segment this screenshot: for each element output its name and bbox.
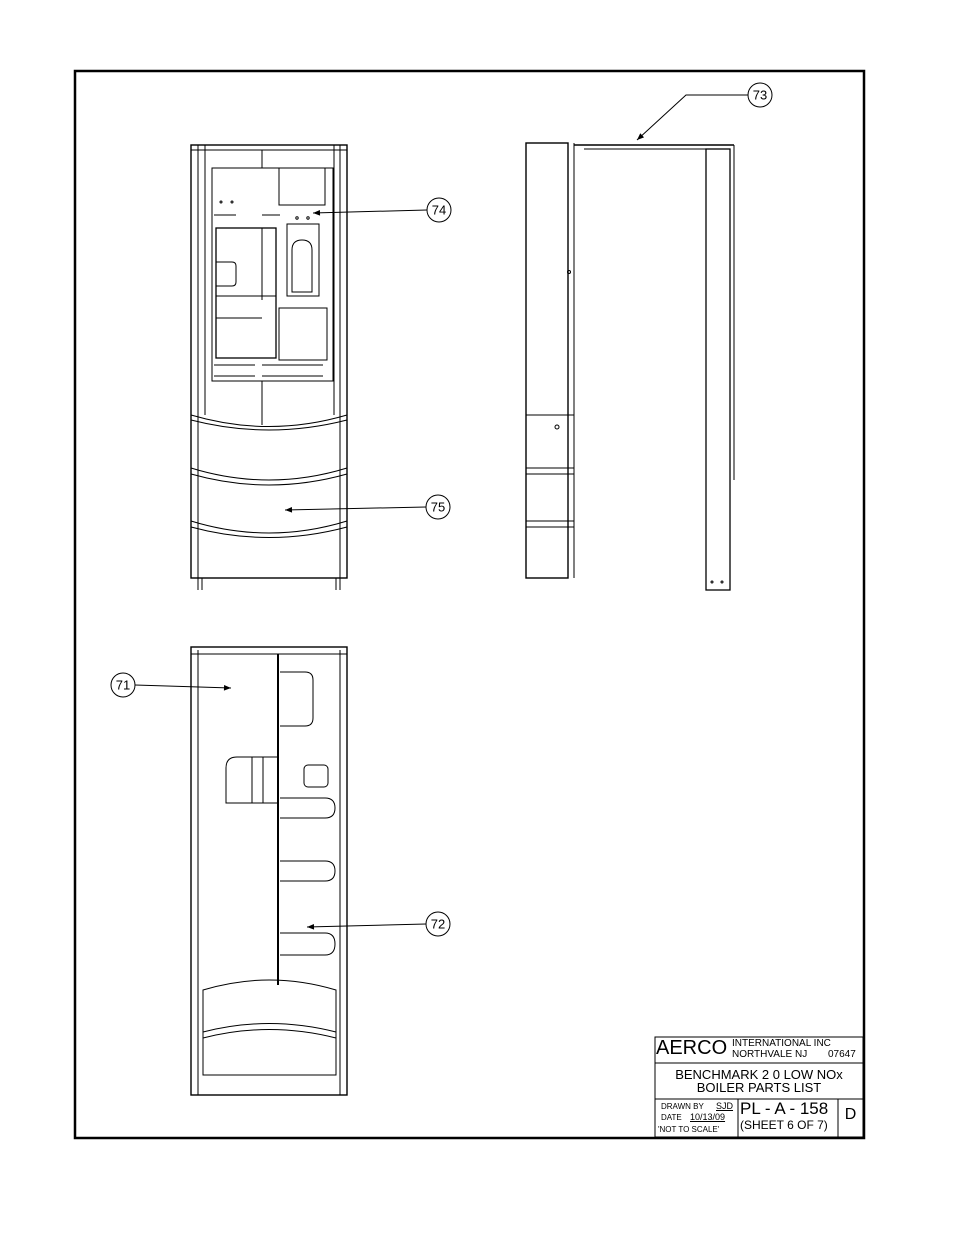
drawing-number: PL - A - 158	[740, 1099, 829, 1118]
company-zip: 07647	[828, 1049, 856, 1060]
front-view	[191, 145, 347, 590]
company-address-line1: INTERNATIONAL INC	[732, 1038, 831, 1049]
callout-75	[285, 495, 450, 519]
sheet-border	[75, 71, 864, 1138]
callout-label: 71	[115, 677, 131, 693]
callout-label: 75	[430, 499, 446, 515]
callout-label: 74	[431, 202, 447, 218]
drawn-by-value: SJD	[716, 1101, 734, 1111]
callout-72	[307, 912, 450, 936]
drawn-by-label: DRAWN BY	[661, 1102, 704, 1111]
company-name: AERCO	[656, 1037, 728, 1059]
scale-note: 'NOT TO SCALE'	[658, 1125, 720, 1134]
revision-letter: D	[844, 1106, 857, 1123]
callout-label: 72	[430, 916, 446, 932]
date-label: DATE	[661, 1113, 682, 1122]
drawing-title-line2: BOILER PARTS LIST	[696, 1080, 822, 1095]
company-address-line2: NORTHVALE NJ	[732, 1049, 808, 1060]
sheet-number: (SHEET 6 OF 7)	[740, 1118, 828, 1132]
callout-label: 73	[752, 87, 768, 103]
side-view	[526, 143, 734, 590]
callout-71	[111, 673, 231, 697]
rear-view	[191, 647, 347, 1095]
date-value: 10/13/09	[690, 1112, 726, 1122]
callout-73	[637, 83, 772, 140]
drawing-title-line1: BENCHMARK 2 0 LOW NOx	[675, 1067, 843, 1082]
